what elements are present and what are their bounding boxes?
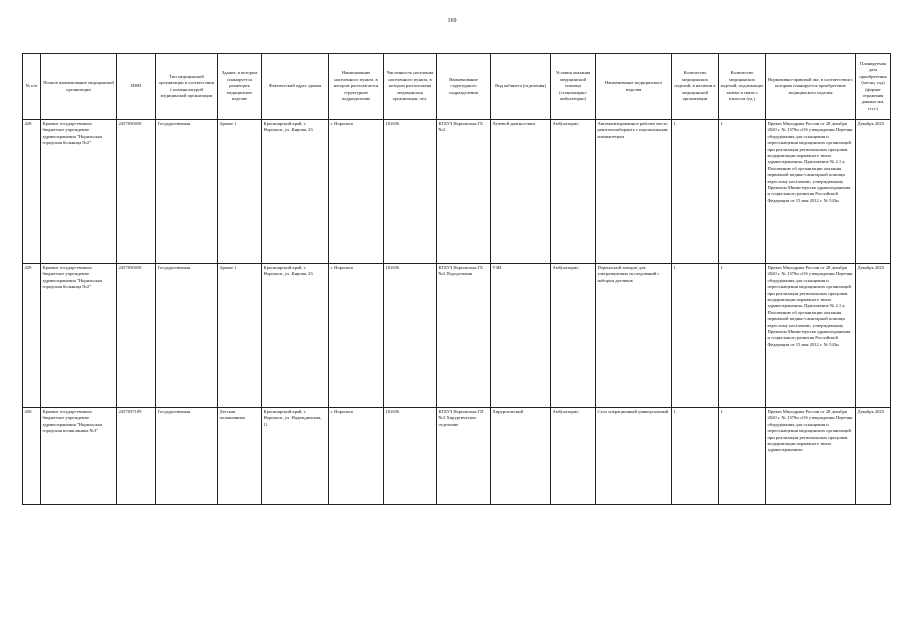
replace-count-cell: 1 bbox=[719, 264, 766, 408]
building-cell: Детская поликлиника bbox=[218, 408, 262, 505]
cabinet-cell: Хирургический bbox=[491, 408, 551, 505]
address-cell: Красноярский край, г. Норильск, ул. Кирова, 23 bbox=[262, 264, 329, 408]
population-cell: 181656 bbox=[384, 264, 437, 408]
device-cell: Стол операционный универсальный bbox=[596, 408, 672, 505]
header-cell: Вид кабинета (отделения) bbox=[491, 54, 551, 120]
row-number-cell: 429 bbox=[23, 264, 41, 408]
organization-cell: Краевое государственное бюджетное учреждение здравоохранения "Норильская городская больница №2" bbox=[41, 120, 117, 264]
population-cell: 181656 bbox=[384, 408, 437, 505]
subdivision-cell: КГБУЗ Норильская ГП №3 Хирургическое отделение bbox=[437, 408, 491, 505]
table-row bbox=[23, 264, 891, 408]
inn-cell: 2457050050 bbox=[117, 264, 156, 408]
address-cell: Красноярский край, г. Норильск, ул. Кирова, 23 bbox=[262, 120, 329, 264]
legal-act-cell: Приказ Минздрава России от 28 декабря 2020 г. № 1379н «Об утверждении Перечня оборудования для оснащения и переоснащения медицинских организаций при реализации региональных программ модернизации первичного звена здравоохранения» Приложение № 2.1 к Положению об организации оказания первичной медико-санитарной помощи взрослому населению, утвержденному Приказом Министерства здравоохранения и социального развития Российской Федерации от 15 мая 2012 г. № 543н bbox=[766, 264, 856, 408]
header-cell: Фактический адрес здания bbox=[262, 54, 329, 120]
purchase-date-cell: Декабрь 2025 bbox=[856, 408, 891, 505]
organization-cell: Краевое государственное бюджетное учреждение здравоохранения "Норильская городская поликлиника №3" bbox=[41, 408, 117, 505]
inn-cell: 2457050050 bbox=[117, 120, 156, 264]
row-number-cell: 428 bbox=[23, 120, 41, 264]
population-cell: 181656 bbox=[384, 120, 437, 264]
purchase-date-cell: Декабрь 2025 bbox=[856, 264, 891, 408]
cabinet-cell: Лучевой диагностики bbox=[491, 120, 551, 264]
header-cell: Здание, в котором планируется размещать медицинское изделие bbox=[218, 54, 262, 120]
header-cell: Условия оказания медицинской помощи (стационарно/амбулаторно) bbox=[551, 54, 596, 120]
org-type-cell: Государственная bbox=[156, 264, 218, 408]
organization-cell: Краевое государственное бюджетное учреждение здравоохранения "Норильская городская больница №2" bbox=[41, 264, 117, 408]
conditions-cell: Амбулаторно bbox=[551, 120, 596, 264]
inn-cell: 2457037109 bbox=[117, 408, 156, 505]
org-type-cell: Государственная bbox=[156, 120, 218, 264]
replace-count-cell: 1 bbox=[719, 408, 766, 505]
header-cell: Численность населения населенного пункта, в котором расположена медицинская организация, чел. bbox=[384, 54, 437, 120]
header-cell: Наименование структурного подразделения bbox=[437, 54, 491, 120]
conditions-cell: Амбулаторно bbox=[551, 264, 596, 408]
header-cell: Планируемая дата приобретения (месяц, год) (формат отражения данных мм. гггг.) bbox=[856, 54, 891, 120]
row-number-cell: 430 bbox=[23, 408, 41, 505]
conditions-cell: Амбулаторно bbox=[551, 408, 596, 505]
available-count-cell: 1 bbox=[672, 264, 719, 408]
locality-cell: г. Норильск bbox=[329, 120, 384, 264]
header-cell: Количество медицинских изделий, в наличии в медицинской организации bbox=[672, 54, 719, 120]
address-cell: Красноярский край, г. Норильск, ул. Надеждинская, 11 bbox=[262, 408, 329, 505]
table-header-row bbox=[23, 54, 891, 120]
header-cell: Наименование медицинского изделия bbox=[596, 54, 672, 120]
legal-act-cell: Приказ Минздрава России от 28 декабря 2020 г. № 1379н «Об утверждении Перечня оборудования для оснащения и переоснащения медицинских организаций при реализации региональных программ модернизации первичного звена здравоохранения» bbox=[766, 408, 856, 505]
device-cell: Переносной аппарат для ультразвуковых исследований с набором датчиков bbox=[596, 264, 672, 408]
device-cell: Автоматизированное рабочее место рентгенолаборанта с персональным компьютером bbox=[596, 120, 672, 264]
locality-cell: г. Норильск bbox=[329, 408, 384, 505]
header-cell: Наименование населенного пункта, в котором располагается структурное подразделение bbox=[329, 54, 384, 120]
table-row bbox=[23, 408, 891, 505]
building-cell: Здание 1 bbox=[218, 264, 262, 408]
page-number: 169 bbox=[447, 18, 457, 24]
purchase-date-cell: Декабрь 2025 bbox=[856, 120, 891, 264]
subdivision-cell: КГБУЗ Норильская ГБ №2 Пододеления bbox=[437, 264, 491, 408]
locality-cell: г. Норильск bbox=[329, 264, 384, 408]
header-cell: Количество медицинских изделий, подлежащих замене в связи с износом (ед.) bbox=[719, 54, 766, 120]
subdivision-cell: КГБУЗ Норильская ГБ №2 bbox=[437, 120, 491, 264]
header-cell: Полное наименование медицинской организации bbox=[41, 54, 117, 120]
header-cell: ИНН bbox=[117, 54, 156, 120]
building-cell: Здание 1 bbox=[218, 120, 262, 264]
available-count-cell: 1 bbox=[672, 408, 719, 505]
equipment-table bbox=[22, 53, 891, 505]
header-cell: Нормативно-правовой акт, в соответствии с которым планируется приобретение медицинского изделия bbox=[766, 54, 856, 120]
cabinet-cell: УЗИ bbox=[491, 264, 551, 408]
header-cell: № п/п bbox=[23, 54, 41, 120]
header-cell: Тип медицинской организации в соответствии с номенклатурой медицинской организации bbox=[156, 54, 218, 120]
org-type-cell: Государственная bbox=[156, 408, 218, 505]
table-row bbox=[23, 120, 891, 264]
available-count-cell: 1 bbox=[672, 120, 719, 264]
replace-count-cell: 1 bbox=[719, 120, 766, 264]
legal-act-cell: Приказ Минздрава России от 28 декабря 2020 г. № 1379н «Об утверждении Перечня оборудования для оснащения и переоснащения медицинских организаций при реализации региональных программ модернизации первичного звена здравоохранения» Приложение № 2.1 к Положению об организации оказания первичной медико-санитарной помощи взрослому населению, утвержденному Приказом Министерства здравоохранения и социального развития Российской Федерации от 15 мая 2012 г. № 543н bbox=[766, 120, 856, 264]
